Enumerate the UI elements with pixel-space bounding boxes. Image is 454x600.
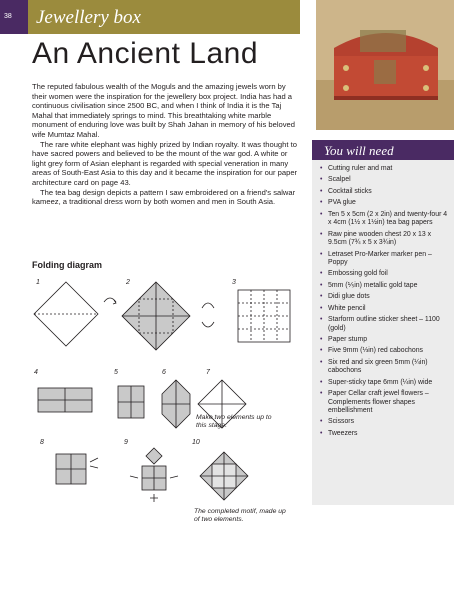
materials-list [320,165,450,441]
page-number-box [0,0,28,34]
step-number: 9 [124,439,128,446]
step-number: 7 [206,369,210,376]
intro-paragraph: The tea bag design depicts a pattern I saw embroidered on a friend's salwar kameez, a traditional dress worn by both women and men in South Asia. [32,187,296,207]
materials-item: • Ten 5 x 5cm (2 x 2in) and twenty-four 4 x 4cm (1½ x 1½in) tea bag papers [320,211,450,228]
materials-item: • Paper stump [320,336,450,344]
step-number: 5 [114,369,118,376]
step-number: 8 [40,439,44,446]
intro-paragraph: The rare white elephant was highly prized by Indian royalty. It was thought to have sacred powers and believed to be the mount of the war god. A white or light grey form of Asian elephant is regarded with special veneration in many areas of South-East Asia to this day and it became the inspiration for our paper architecture card on page 43. [32,139,298,187]
diagram-caption-make: Make two elements up to this stage. [196,414,272,429]
step-number: 6 [162,369,166,376]
intro-paragraph: The reputed fabulous wealth of the Moguls and the amazing jewels worn by their women were the inspiration for the jewellery box project. India has had a continuous civilisation since 2500 BC, and when I think of India it is the Taj Mahal that immediately springs to mind. This breathtaking white marble monument of enduring love was built by Shah Jahan in memory of his beloved wife Mumtaz Mahal. [32,82,295,139]
folding-diagram [26,276,306,546]
step-number: 4 [34,369,38,376]
step-number: 3 [232,279,236,286]
jewellery-box-photo [316,0,454,130]
materials-item: • Five 9mm (⅓in) red cabochons [320,347,450,355]
materials-item: • Embossing gold foil [320,270,450,278]
materials-item: • Tweezers [320,430,450,438]
materials-item: • Super-sticky tape 6mm (¼in) wide [320,379,450,387]
materials-item: • Six red and six green 5mm (¼in) cabochons [320,359,450,376]
materials-item: • Scissors [320,418,450,426]
materials-item: • White pencil [320,305,450,313]
chapter-title: Jewellery box [36,7,141,28]
intro-text [32,82,302,207]
materials-item: • Cutting ruler and mat [320,165,450,173]
materials-item: • Didi glue dots [320,293,450,301]
step-number: 2 [126,279,130,286]
materials-item: • 5mm (⅕in) metallic gold tape [320,282,450,290]
materials-item: • Letraset Pro-Marker marker pen – Poppy [320,251,450,268]
step-number: 1 [36,279,40,286]
step-number: 10 [192,439,200,446]
materials-sidebar [312,140,454,505]
page-title: An Ancient Land [32,37,259,70]
materials-title: You will need [324,143,394,158]
folding-diagram-title: Folding diagram [32,260,103,270]
materials-item: • Starform outline sticker sheet – 1100 (gold) [320,316,450,333]
materials-item: • Scalpel [320,176,450,184]
materials-item: • Raw pine wooden chest 20 x 13 x 9.5cm (7¾ x 5 x 3¾in) [320,231,450,248]
materials-header [312,140,454,160]
page-number: 38 [4,13,12,20]
materials-item: • Cocktail sticks [320,188,450,196]
diagram-caption-completed: The completed motif, made up of two elements. [194,508,286,523]
materials-item: • Paper Cellar craft jewel flowers – Complements flower shapes embellishment [320,390,450,415]
materials-item: • PVA glue [320,199,450,207]
